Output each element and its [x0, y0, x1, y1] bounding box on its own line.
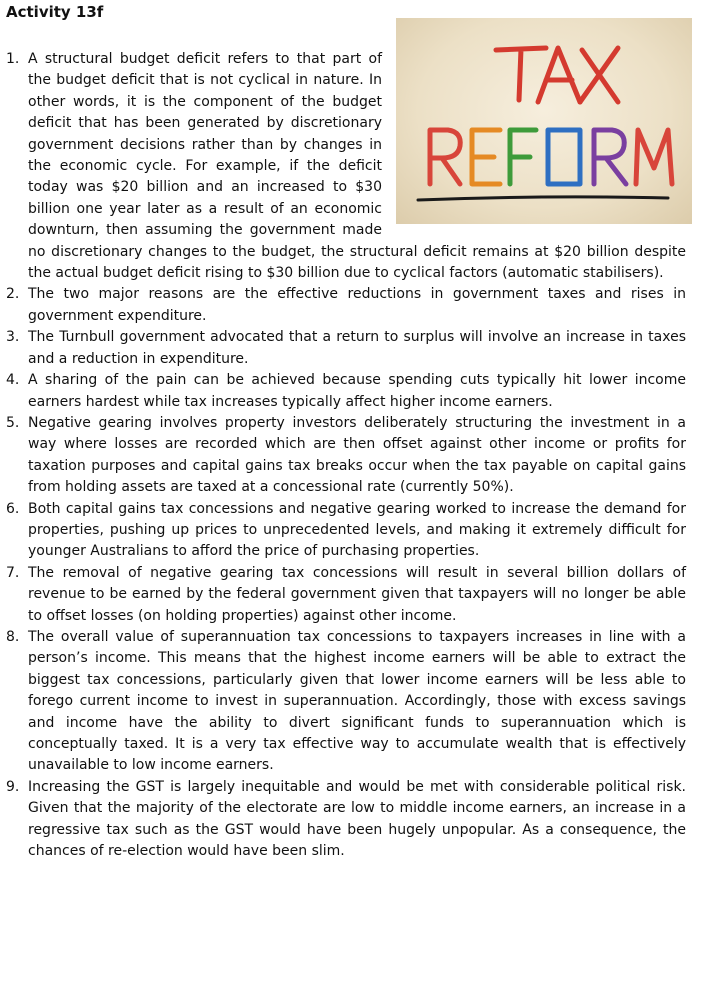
item-text: The two major reasons are the effective reductions in government taxes and rises in government expenditure.: [28, 286, 686, 324]
item-number: 1.: [6, 51, 20, 67]
item-number: 3.: [6, 329, 20, 346]
list-item: [6, 413, 686, 499]
item-text: Both capital gains tax concessions and negative gearing worked to increase the demand for properties, pushing up prices to unprecedented levels, and making it extremely difficult for younger Australians to afford the price of purchasing properties.: [28, 500, 686, 560]
list-item: [6, 370, 686, 413]
item-number: 4.: [6, 372, 20, 389]
item-number: 8.: [6, 628, 20, 645]
item-number: 9.: [6, 778, 20, 795]
item-text: The removal of negative gearing tax concessions will result in several billion dollars of revenue to be earned by the federal government given that taxpayers will no longer be able to offset losses (on holding properties) against other income.: [28, 564, 686, 624]
activity-title: Activity 13f: [6, 3, 104, 21]
list-item: [6, 327, 686, 370]
item-text: A sharing of the pain can be achieved because spending cuts typically hit lower income earners hardest while tax increases typically affect higher income earners.: [28, 372, 686, 410]
image-spacer: [390, 49, 686, 222]
list-item: [6, 499, 686, 563]
item-text: Increasing the GST is largely inequitable and would be met with considerable political risk. Given that the majority of the electorate are low to middle income earners, an increase in a regressive tax such as the GST would have been hugely unpopular. As a consequence, the chances of re-election would have been slim.: [28, 778, 686, 860]
answer-list: [6, 49, 686, 862]
item-number: 7.: [6, 564, 20, 581]
item-number: 5.: [6, 414, 20, 431]
item-text: A structural budget deficit refers to that part of the budget deficit that is not cyclical in nature. In other words, it is the component of the budget deficit that has been generated by discretionary government decisions rather than by changes in the economic cycle. For example, if the deficit today was $20 billion and an increased to $30 billion one year later as a result of an economic downturn, then assuming the government made no discretionary changes to the budget, the structural deficit remains at $20 billion despite the actual budget deficit rising to $30 billion due to cyclical factors (automatic stabilisers).: [28, 51, 686, 282]
item-text: Negative gearing involves property investors deliberately structuring the investment in a way where losses are recorded which are then offset against other income or profits for taxation purposes and capital gains tax breaks occur when the tax payable on capital gains from holding assets are taxed at a concessional rate (currently 50%).: [28, 414, 686, 496]
list-item: [6, 49, 686, 284]
list-item: [6, 627, 686, 777]
list-item: [6, 777, 686, 863]
item-text: The overall value of superannuation tax concessions to taxpayers increases in line with a person’s income. This means that the highest income earners will be able to extract the biggest tax concessions, particularly given that lower income earners will be less able to forego current income to invest in superannuation. Accordingly, those with excess savings and income have the ability to divert significant funds to superannuation which is conceptually taxed. It is a very tax effective way to accumulate wealth that is effectively unavailable to low income earners.: [28, 628, 686, 774]
list-item: [6, 563, 686, 627]
list-item: [6, 284, 686, 327]
item-number: 6.: [6, 500, 20, 517]
item-number: 2.: [6, 286, 20, 303]
item-text: The Turnbull government advocated that a return to surplus will involve an increase in taxes and a reduction in expenditure.: [28, 329, 686, 367]
